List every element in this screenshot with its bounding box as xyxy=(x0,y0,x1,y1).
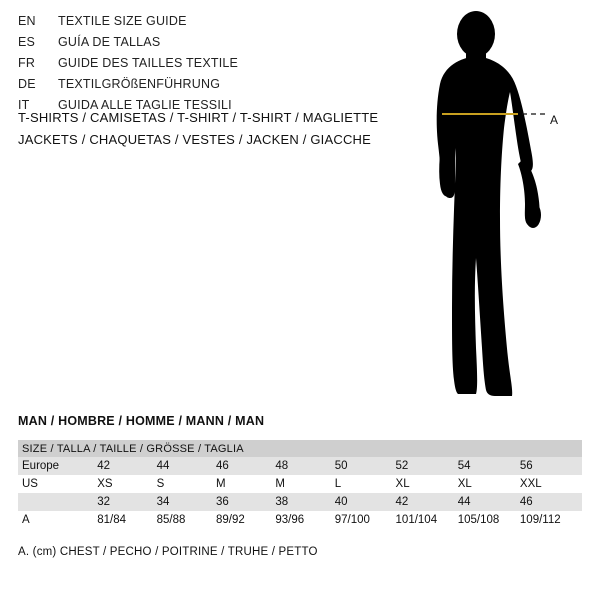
table-cell: 81/84 xyxy=(97,511,156,529)
table-cell: 54 xyxy=(458,457,520,475)
table-row xyxy=(18,475,582,493)
language-row xyxy=(18,77,358,98)
table-cell: 46 xyxy=(216,457,275,475)
table-cell: 89/92 xyxy=(216,511,275,529)
table-cell: 38 xyxy=(275,493,334,511)
table-cell: 101/104 xyxy=(396,511,458,529)
row-label: Europe xyxy=(18,457,97,475)
language-code: FR xyxy=(18,56,36,70)
category-jackets: JACKETS / CHAQUETAS / VESTES / JACKEN / GIACCHE xyxy=(18,132,372,147)
language-title: GUIDA ALLE TAGLIE TESSILI xyxy=(58,98,232,112)
table-cell: XL xyxy=(396,475,458,493)
table-header-label: SIZE / TALLA / TAILLE / GRÖSSE / TAGLIA xyxy=(18,440,582,457)
table-cell: 36 xyxy=(216,493,275,511)
language-row xyxy=(18,56,358,77)
table-cell: XXL xyxy=(520,475,582,493)
male-silhouette-figure xyxy=(400,8,600,408)
table-cell: 42 xyxy=(97,457,156,475)
table-row xyxy=(18,493,582,511)
category-tshirts: T-SHIRTS / CAMISETAS / T-SHIRT / T-SHIRT / MAGLIETTE xyxy=(18,110,379,125)
language-title: TEXTILGRÖßENFÜHRUNG xyxy=(58,77,221,91)
language-code: EN xyxy=(18,14,36,28)
table-cell: L xyxy=(335,475,396,493)
chest-callout-letter: A xyxy=(550,113,559,127)
language-title: GUÍA DE TALLAS xyxy=(58,35,161,49)
language-code: ES xyxy=(18,35,36,49)
table-cell: 42 xyxy=(396,493,458,511)
table-cell: 56 xyxy=(520,457,582,475)
table-cell: 105/108 xyxy=(458,511,520,529)
table-cell: 44 xyxy=(157,457,216,475)
table-cell: 32 xyxy=(97,493,156,511)
table-cell: 85/88 xyxy=(157,511,216,529)
body-silhouette-icon xyxy=(400,8,600,408)
row-label: US xyxy=(18,475,97,493)
table-cell: S xyxy=(157,475,216,493)
table-cell: XS xyxy=(97,475,156,493)
size-table xyxy=(18,440,582,529)
garment-category-list xyxy=(18,110,418,154)
table-cell: 34 xyxy=(157,493,216,511)
table-row xyxy=(18,511,582,529)
table-cell: M xyxy=(275,475,334,493)
table-cell: 109/112 xyxy=(520,511,582,529)
table-cell: 48 xyxy=(275,457,334,475)
table-cell: M xyxy=(216,475,275,493)
section-title-man: MAN / HOMBRE / HOMME / MANN / MAN xyxy=(18,414,265,428)
language-code: DE xyxy=(18,77,36,91)
chest-measure-footnote: A. (cm) CHEST / PECHO / POITRINE / TRUHE / PETTO xyxy=(18,546,318,558)
language-code: IT xyxy=(18,98,30,112)
table-cell: 93/96 xyxy=(275,511,334,529)
table-cell: 52 xyxy=(396,457,458,475)
table-cell: 50 xyxy=(335,457,396,475)
table-cell: 44 xyxy=(458,493,520,511)
table-cell: XL xyxy=(458,475,520,493)
table-cell: 40 xyxy=(335,493,396,511)
language-title: GUIDE DES TAILLES TEXTILE xyxy=(58,56,239,70)
table-cell: 46 xyxy=(520,493,582,511)
table-header-row xyxy=(18,440,582,457)
language-title: TEXTILE SIZE GUIDE xyxy=(58,14,187,28)
row-label: A xyxy=(18,511,97,529)
language-title-list xyxy=(18,14,358,119)
table-cell: 97/100 xyxy=(335,511,396,529)
row-label xyxy=(18,493,97,511)
table-row xyxy=(18,457,582,475)
language-row xyxy=(18,14,358,35)
language-row xyxy=(18,35,358,56)
